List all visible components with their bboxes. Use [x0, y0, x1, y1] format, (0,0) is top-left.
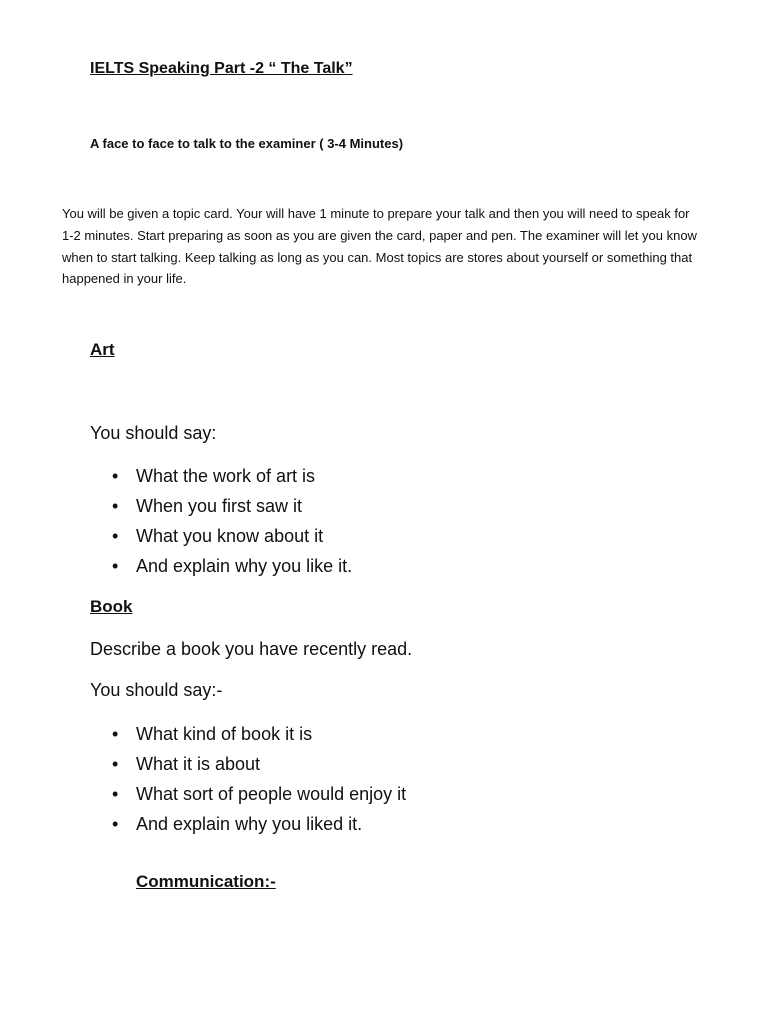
- intro-paragraph: You will be given a topic card. Your will have 1 minute to prepare your talk and then you will need to speak for 1-2 minutes. Start preparing as soon as you are given the card, paper and pen. The examiner will let you know when to start talking. Keep talking as long as you can. Most topics are stores about yourself or something that happened in your life.: [62, 206, 697, 287]
- list-item: • What it is about: [90, 749, 406, 779]
- list-item: • What you know about it: [90, 521, 352, 551]
- book-prompt: You should say:-: [90, 680, 223, 700]
- book-bullet-list: [90, 719, 406, 839]
- section-heading-book: Book: [90, 597, 133, 616]
- list-item: • What sort of people would enjoy it: [90, 779, 406, 809]
- subtitle: A face to face to talk to the examiner ( 3-4 Minutes): [90, 136, 404, 151]
- list-item: • And explain why you like it.: [90, 551, 352, 581]
- art-bullet-list: [90, 461, 352, 581]
- section-heading-communication: Communication:-: [136, 872, 276, 891]
- book-description: Describe a book you have recently read.: [90, 639, 413, 659]
- list-item: • What kind of book it is: [90, 719, 406, 749]
- list-item: • What the work of art is: [90, 461, 352, 491]
- list-item: • When you first saw it: [90, 491, 352, 521]
- art-prompt: You should say:: [90, 423, 217, 443]
- page-title: IELTS Speaking Part -2 “ The Talk”: [90, 60, 353, 77]
- section-heading-art: Art: [90, 340, 115, 359]
- list-item: • And explain why you liked it.: [90, 809, 406, 839]
